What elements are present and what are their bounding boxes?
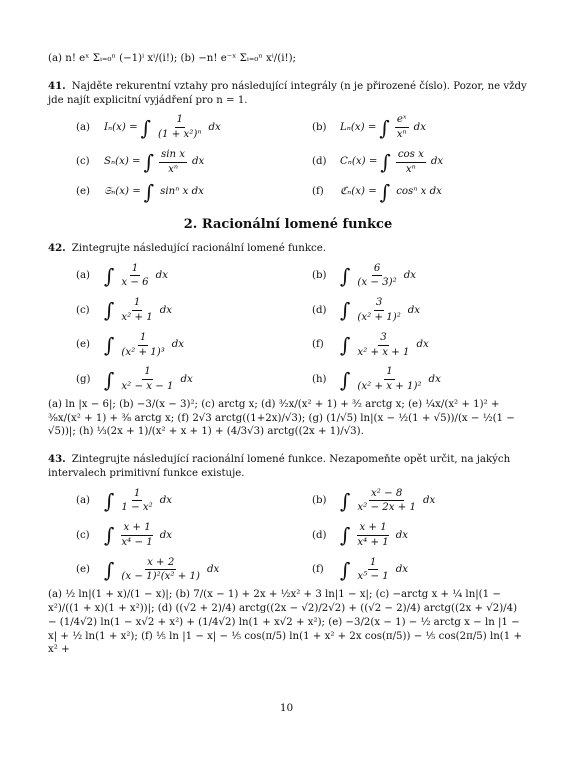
integral-item (312, 148, 548, 177)
differential: dx (192, 156, 205, 168)
numerator: 1 (132, 296, 142, 311)
integral-item (312, 180, 548, 205)
numerator: 1 (130, 262, 140, 277)
problem-number: 42. (48, 241, 66, 254)
item-label: (d) (312, 156, 327, 168)
integral-item (76, 148, 312, 177)
integral-sign: ∫ (143, 180, 155, 205)
document-page (48, 52, 528, 657)
integral-item (76, 331, 312, 360)
problem-number: 43. (48, 453, 66, 466)
integral-sign: ∫ (340, 488, 351, 513)
integral-list-43 (76, 487, 528, 585)
differential: dx (403, 270, 416, 282)
fraction (156, 113, 203, 142)
item-label: (a) (76, 121, 91, 133)
fraction (119, 262, 150, 291)
item-label: (b) (312, 121, 327, 133)
top-answer: (a) n! eˣ Σᵢ₌₀ⁿ (−1)ⁱ xⁱ/(i!); (b) −n! e⁻ˣ Σᵢ₌₀ⁿ xⁱ/(i!); (48, 53, 296, 64)
problem-text: Zintegrujte následující racionální lomené funkce. (71, 242, 327, 254)
item-label: (d) (312, 529, 327, 541)
denominator: (1 + x²)ⁿ (158, 129, 202, 141)
integral-sign: ∫ (340, 263, 351, 288)
item-label: (c) (76, 156, 90, 168)
item-lhs: Cₙ(x) = (340, 156, 378, 168)
integral-sign: ∫ (140, 115, 152, 140)
integral-sign: ∫ (340, 523, 351, 548)
integral-item (312, 113, 548, 142)
answers-43: (a) ½ ln|(1 + x)/(1 − x)|; (b) 7/(x − 1) + 2x + ½x² + 3 ln|1 − x|; (c) −arctg x + ¼ ln|(1 − x²)/((1 + x)(1 + x²))|; (d) ((√2 + 2)/4) arctg((2x − √2)/2√2) + ((√2 − 2)/4) arctg((2x + √2)/4) − (1/4√2) ln(1 − x√2 + x²) + (1/4√2) ln(1 + x√2 + x²); (e) −3/2(x − 1) − ½ arctg x − ln |1 − x| + ½ ln(1 + x²); (f) ⅕ ln |1 − x| − ⅕ cos(π/5) ln(1 + x² + 2x cos(π/5)) − ⅕ cos(2π/5) ln(1 + x² + (48, 589, 523, 656)
item-label: (b) (312, 495, 327, 506)
section-title: 2. Racionální lomené funkce (183, 217, 393, 233)
integral-sign: ∫ (104, 557, 115, 582)
fraction (395, 113, 409, 142)
integral-item (76, 487, 312, 516)
integral-item (76, 521, 312, 550)
fraction (396, 148, 426, 177)
differential: sinⁿ x dx (160, 186, 204, 198)
denominator: x⁵ − 1 (357, 571, 389, 583)
denominator: (x² + x + 1)² (357, 381, 422, 393)
denominator: x⁴ + 1 (357, 536, 389, 548)
differential: dx (395, 529, 409, 541)
item-label: (h) (312, 373, 327, 385)
numerator: eˣ (395, 113, 409, 128)
item-label: (e) (76, 564, 90, 576)
denominator: x² + 1 (121, 311, 153, 323)
item-label: (e) (76, 339, 90, 351)
denominator: (x − 3)² (357, 277, 397, 289)
problem-42 (48, 242, 528, 256)
denominator: (x − 1)²(x² + 1) (121, 571, 200, 583)
numerator: x + 1 (357, 521, 388, 536)
integral-sign: ∫ (104, 298, 115, 323)
fraction (159, 148, 187, 177)
fraction (355, 296, 402, 325)
integral-sign: ∫ (104, 333, 115, 357)
item-label: (a) (76, 270, 91, 282)
numerator: 1 (142, 365, 152, 380)
differential: dx (159, 304, 173, 316)
item-lhs: Lₙ(x) = (340, 121, 377, 133)
item-label: (e) (76, 186, 90, 198)
denominator: xⁿ (168, 163, 178, 175)
integral-list-42 (76, 262, 528, 394)
integral-sign: ∫ (143, 150, 154, 175)
numerator: 6 (372, 262, 382, 277)
item-label: (b) (312, 270, 327, 282)
fraction (355, 365, 423, 394)
integral-item (312, 331, 548, 360)
numerator: 1 (368, 556, 378, 571)
integral-item (76, 262, 312, 291)
answers-42: (a) ln |x − 6|; (b) −3/(x − 3)²; (c) arctg x; (d) ³⁄₂x/(x² + 1) + ³⁄₂ arctg x; (e) ¼x/(x² + 1)² + ³⁄₈x/(x² + 1) + ³⁄₈ arctg x; (f) 2√3 arctg((1+2x)/√3); (g) (1/√5) ln|(x − ½(1 + √5))/(x − ½(1 − √5))|; (h) ⅓(2x + 1)/(x² + x + 1) + (4/3√3) arctg((2x + 1)/√3). (48, 398, 515, 438)
numerator: x² − 8 (369, 487, 404, 502)
item-label: (c) (76, 529, 90, 541)
page-number: 10 (279, 702, 294, 714)
differential: cosⁿ x dx (396, 186, 442, 198)
item-label: (d) (312, 304, 327, 316)
integral-sign: ∫ (340, 333, 351, 357)
numerator: 1 (384, 365, 394, 380)
integral-item (312, 556, 548, 585)
differential: dx (159, 495, 173, 506)
problem-text: Najděte rekurentní vztahy pro následující integrály (n je přirozené číslo). Pozor, ne vždy jde najít explicitní vyjádření pro n = 1. (48, 80, 527, 106)
differential: dx (159, 529, 173, 541)
item-label: (f) (312, 186, 324, 198)
fraction (119, 487, 154, 516)
fraction (355, 521, 390, 550)
integral-sign: ∫ (340, 557, 351, 582)
numerator: x + 1 (121, 521, 152, 536)
integral-item (312, 365, 548, 394)
denominator: x² + x + 1 (357, 346, 410, 358)
fraction (355, 331, 411, 360)
differential: dx (171, 339, 185, 351)
item-lhs: ℭₙ(x) = (340, 186, 377, 198)
integral-sign: ∫ (340, 298, 351, 323)
fraction (119, 331, 166, 360)
integral-item (312, 521, 548, 550)
integral-sign: ∫ (104, 367, 115, 392)
numerator: sin x (159, 148, 187, 163)
denominator: x⁴ − 1 (121, 536, 153, 548)
item-label: (g) (76, 373, 91, 385)
item-label: (a) (76, 495, 91, 506)
denominator: xⁿ (405, 163, 416, 175)
numerator: 1 (175, 113, 185, 128)
integral-item (312, 262, 548, 291)
integral-sign: ∫ (379, 115, 390, 140)
problem-43 (48, 453, 528, 481)
integral-list-41 (76, 113, 528, 205)
differential: dx (407, 304, 421, 316)
integral-sign: ∫ (340, 367, 351, 392)
denominator: x² − x − 1 (121, 381, 174, 393)
numerator: 1 (138, 331, 148, 346)
denominator: 1 − x² (121, 502, 153, 514)
fraction (119, 521, 154, 550)
problem-text: Zintegrujte následující racionální lomené funkce. Nezapomeňte opět určit, na jakých intervalech primitivní funkce existuje. (48, 454, 511, 479)
numerator: cos x (396, 148, 426, 163)
item-lhs: Iₙ(x) = (104, 121, 138, 133)
integral-item (76, 296, 312, 325)
integral-sign: ∫ (104, 263, 115, 288)
fraction (355, 262, 398, 291)
item-label: (f) (312, 564, 324, 576)
item-label: (f) (312, 339, 324, 351)
differential: dx (430, 156, 444, 168)
integral-sign: ∫ (104, 523, 115, 548)
problem-41 (48, 80, 528, 108)
numerator: 3 (374, 296, 384, 311)
problem-number: 41. (48, 79, 66, 92)
item-label: (c) (76, 304, 90, 316)
integral-item (76, 365, 312, 394)
differential: dx (416, 339, 429, 351)
item-lhs: 𝔖ₙ(x) = (104, 186, 141, 198)
differential: dx (155, 270, 168, 282)
differential: dx (208, 121, 221, 133)
denominator: x² − 2x + 1 (357, 502, 416, 514)
denominator: (x² + 1)² (357, 311, 401, 323)
integral-item (76, 113, 312, 142)
numerator: 1 (132, 487, 142, 502)
differential: dx (395, 564, 409, 576)
denominator: (x² + 1)³ (121, 346, 165, 358)
fraction (119, 556, 202, 585)
integral-sign: ∫ (379, 180, 391, 205)
fraction (119, 296, 154, 325)
item-lhs: Sₙ(x) = (104, 156, 141, 168)
differential: dx (206, 564, 220, 576)
differential: dx (423, 495, 436, 506)
differential: dx (413, 121, 426, 133)
fraction (355, 556, 390, 585)
fraction (355, 487, 418, 516)
integral-item (76, 556, 312, 585)
differential: dx (428, 373, 441, 385)
numerator: x + 2 (145, 556, 176, 571)
integral-sign: ∫ (104, 488, 115, 513)
integral-item (312, 296, 548, 325)
denominator: x − 6 (121, 277, 149, 289)
denominator: xⁿ (396, 129, 407, 141)
fraction (119, 365, 175, 394)
numerator: 3 (378, 331, 388, 346)
integral-sign: ∫ (380, 150, 391, 175)
differential: dx (180, 373, 193, 385)
integral-item (76, 180, 312, 205)
integral-item (312, 487, 548, 516)
